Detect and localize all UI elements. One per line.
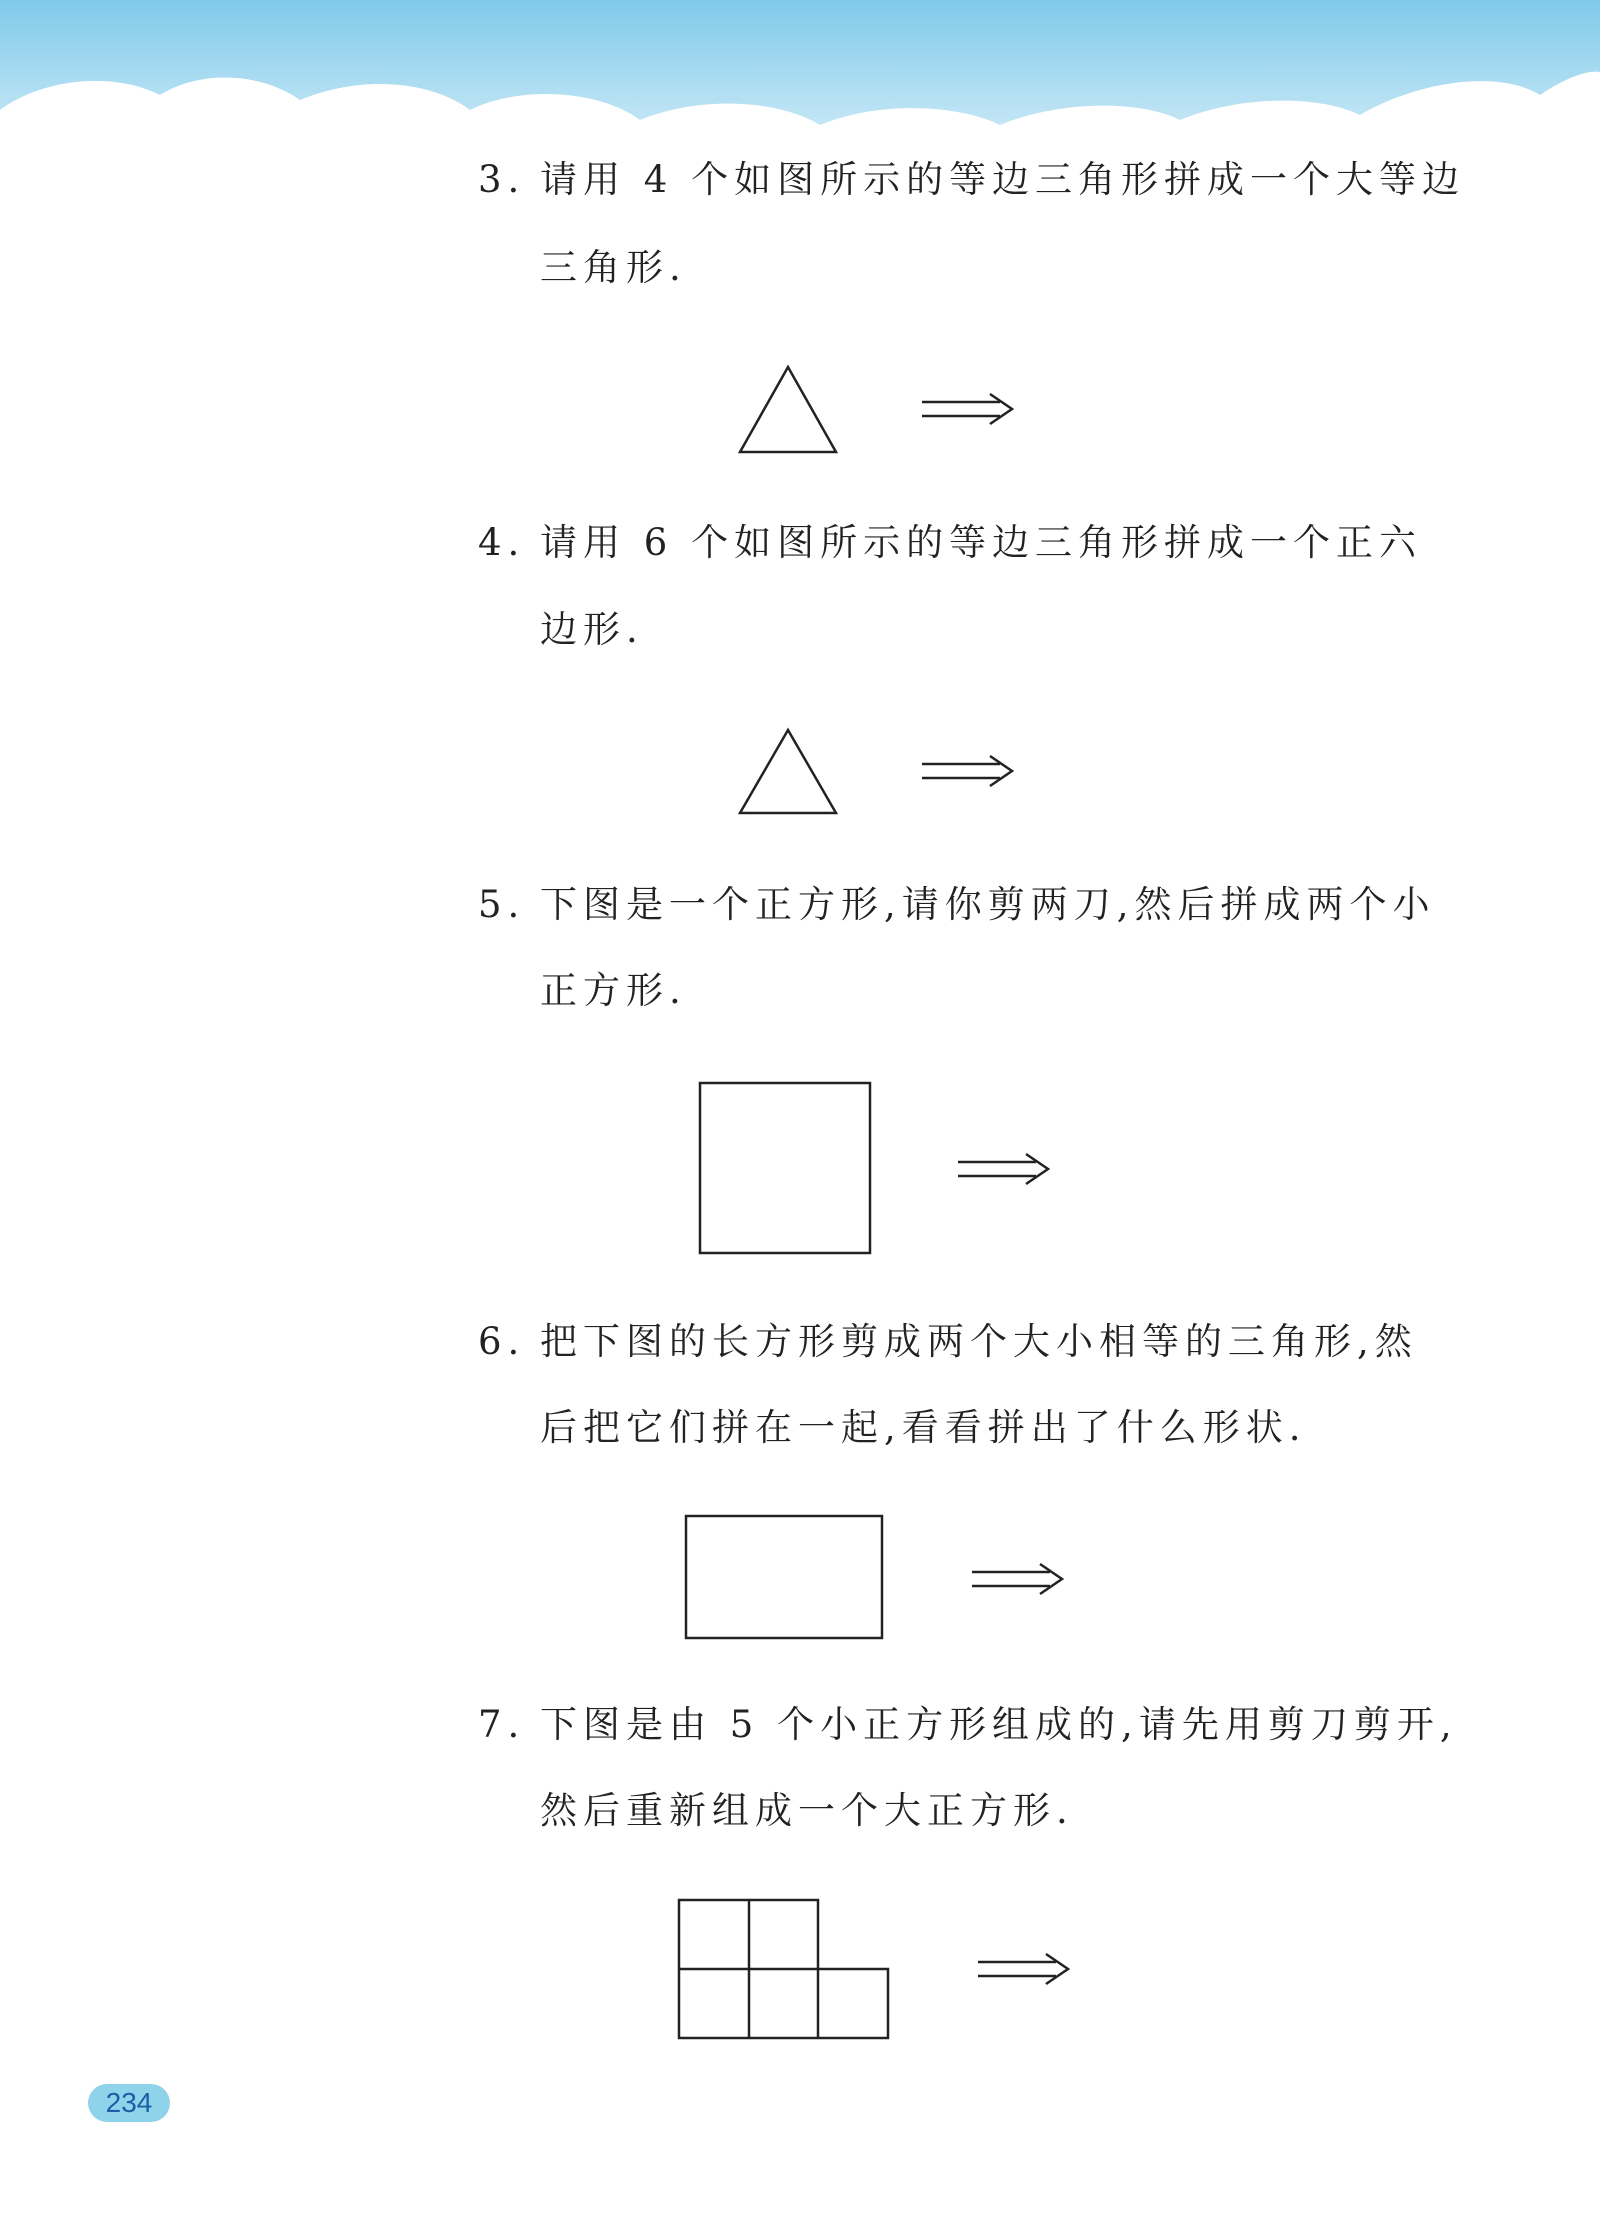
question-text-continued: 后把它们拼在一起,看看拼出了什么形状. (540, 1406, 1307, 1449)
question-text-continued: 三角形. (540, 246, 687, 289)
question-number: 6. (478, 1320, 526, 1363)
question-text: 下图是一个正方形,请你剪两刀,然后拼成两个小 (540, 883, 1436, 926)
question-text-continued: 然后重新组成一个大正方形. (540, 1789, 1074, 1832)
question-number: 4. (478, 521, 526, 564)
rectangle-figure (686, 1516, 882, 1638)
question-text: 下图是由 5 个小正方形组成的,请先用剪刀剪开, (540, 1703, 1458, 1746)
double-arrow-icon (978, 1954, 1068, 1984)
equilateral-triangle-figure (740, 730, 836, 813)
question-text-continued: 边形. (540, 608, 644, 651)
double-arrow-icon (958, 1154, 1048, 1184)
equilateral-triangle-figure (740, 367, 836, 452)
question-text: 把下图的长方形剪成两个大小相等的三角形,然 (540, 1320, 1418, 1363)
question-text: 请用 6 个如图所示的等边三角形拼成一个正六 (540, 521, 1423, 564)
double-arrow-icon (922, 756, 1012, 786)
question-text-continued: 正方形. (540, 969, 687, 1012)
page-number-badge: 234 (88, 2084, 170, 2122)
square-figure (700, 1083, 870, 1253)
question-number: 5. (478, 883, 526, 926)
question-text: 请用 4 个如图所示的等边三角形拼成一个大等边 (540, 158, 1466, 201)
question-number: 7. (478, 1703, 526, 1746)
question-number: 3. (478, 158, 526, 201)
five-squares-figure (679, 1900, 888, 2038)
double-arrow-icon (922, 394, 1012, 424)
double-arrow-icon (972, 1564, 1062, 1594)
